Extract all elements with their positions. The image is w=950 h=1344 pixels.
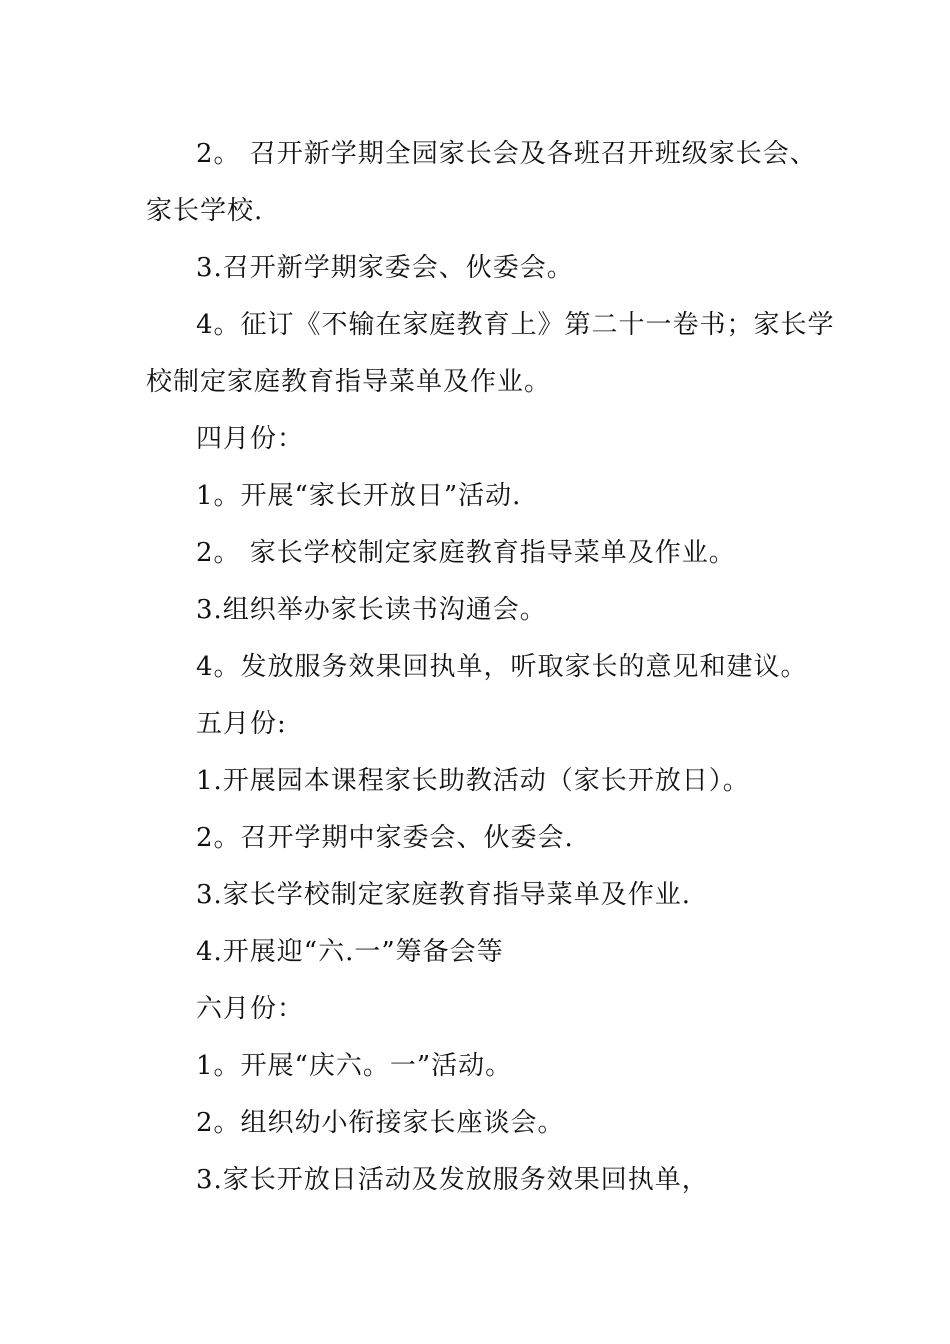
paragraph-line: 3.家长开放日活动及发放服务效果回执单， — [196, 1165, 709, 1195]
paragraph-line: 家长学校. — [146, 196, 264, 226]
paragraph-line: 3.组织举办家长读书沟通会。 — [196, 595, 547, 625]
section-heading-april: 四月份： — [196, 424, 305, 454]
paragraph-line: 2。 家长学校制定家庭教育指导菜单及作业。 — [196, 538, 736, 568]
section-heading-may: 五月份: — [196, 709, 287, 739]
paragraph-line: 3.召开新学期家委会、伙委会。 — [196, 253, 574, 283]
paragraph-line: 1。开展“家长开放日”活动. — [196, 481, 522, 511]
paragraph-line: 2。 召开新学期全园家长会及各班召开班级家长会、 — [196, 139, 817, 169]
paragraph-line: 4。发放服务效果回执单，听取家长的意见和建议。 — [196, 652, 808, 682]
paragraph-line: 校制定家庭教育指导菜单及作业。 — [146, 367, 552, 397]
paragraph-line: 1.开展园本课程家长助教活动（家长开放日）。 — [196, 766, 750, 796]
section-heading-june: 六月份： — [196, 994, 305, 1024]
paragraph-line: 3.家长学校制定家庭教育指导菜单及作业. — [196, 880, 692, 910]
paragraph-line: 2。召开学期中家委会、伙委会. — [196, 823, 574, 853]
paragraph-line: 4.开展迎“六.一”筹备会等 — [196, 937, 504, 967]
paragraph-line: 2。组织幼小衔接家长座谈会。 — [196, 1108, 565, 1138]
paragraph-line: 4。征订《不输在家庭教育上》第二十一卷书；家长学 — [196, 310, 835, 340]
paragraph-line: 1。开展“庆六。一”活动。 — [196, 1051, 513, 1081]
